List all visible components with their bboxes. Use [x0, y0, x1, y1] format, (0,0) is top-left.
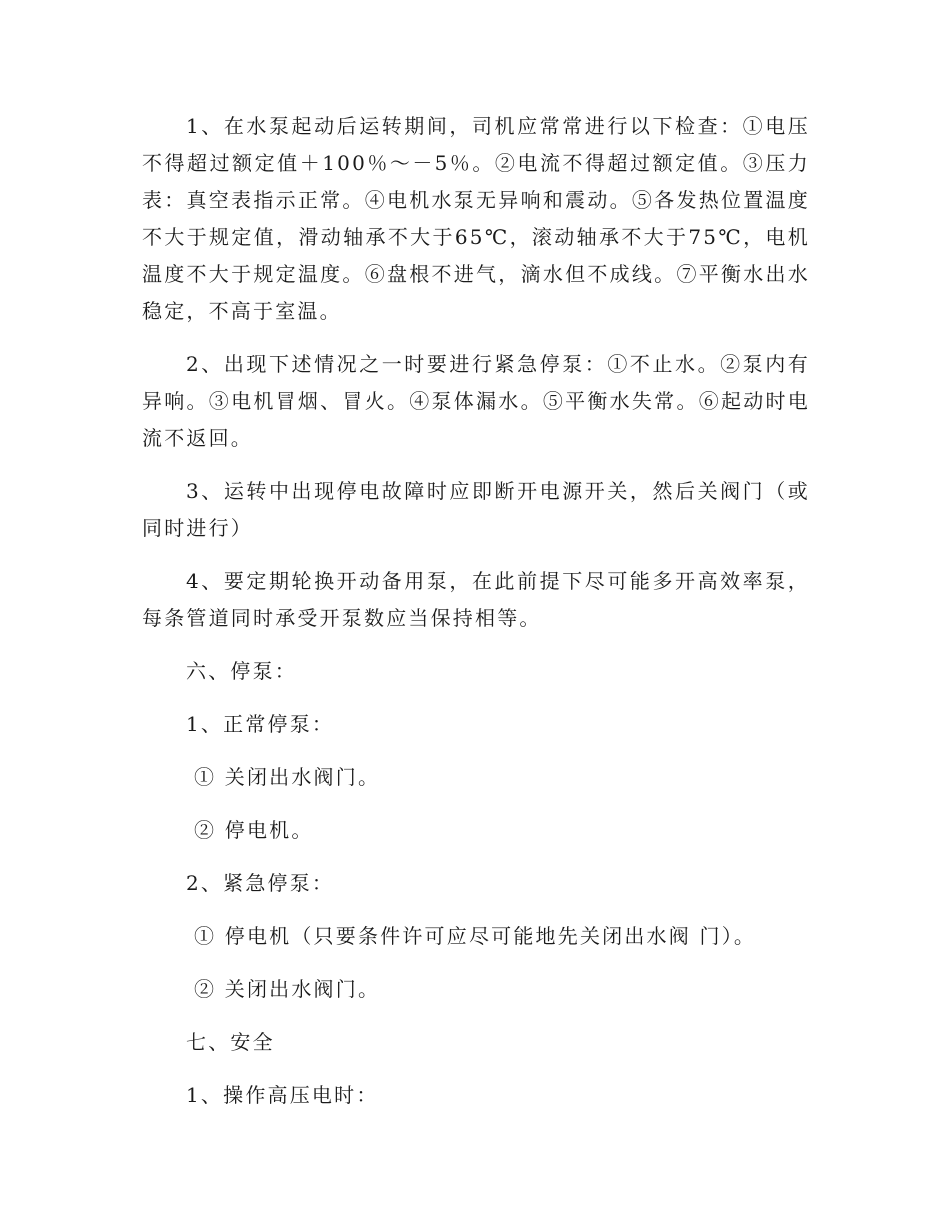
heading-high-voltage: 1、操作高压电时： — [186, 1083, 379, 1107]
paragraph-emergency-stop-conditions: 2、出现下述情况之一时要进行紧急停泵：①不止水。②泵内有异响。③电机冒烟、冒火。④泵体漏水。⑤平衡水失常。⑥起动时电流不返回。 — [142, 352, 810, 450]
list-item-emergency-stop-motor: ① 停电机（只要条件许可应尽可能地先关闭出水阀 门）。 — [194, 924, 757, 948]
paragraph-power-failure: 3、运转中出现停电故障时应即断开电源开关，然后关阀门（或同时进行） — [142, 479, 810, 540]
list-item-emergency-close-valve: ② 关闭出水阀门。 — [194, 977, 381, 1001]
section-heading-safety: 七、安全 — [186, 1030, 275, 1054]
paragraph-pump-rotation: 4、要定期轮换开动备用泵，在此前提下尽可能多开高效率泵，每条管道同时承受开泵数应当保持相等。 — [142, 569, 810, 630]
heading-emergency-stop: 2、紧急停泵： — [186, 871, 335, 895]
list-item-stop-motor: ② 停电机。 — [194, 818, 314, 842]
list-item-close-valve: ① 关闭出水阀门。 — [194, 765, 381, 789]
heading-normal-stop: 1、正常停泵： — [186, 712, 335, 736]
section-heading-stop-pump: 六、停泵： — [186, 659, 297, 683]
paragraph-pump-inspection: 1、在水泵起动后运转期间，司机应常常进行以下检查：①电压不得超过额定值＋100％～－5％。②电流不得超过额定值。③压力表：真空表指示正常。④电机水泵无异响和震动。⑤各发热位置温度不大于规定值，滑动轴承不大于65℃，滚动轴承不大于75℃，电机温度不大于规定温度。⑥盘根不进气，滴水但不成线。⑦平衡水出水稳定，不高于室温。 — [142, 114, 810, 323]
